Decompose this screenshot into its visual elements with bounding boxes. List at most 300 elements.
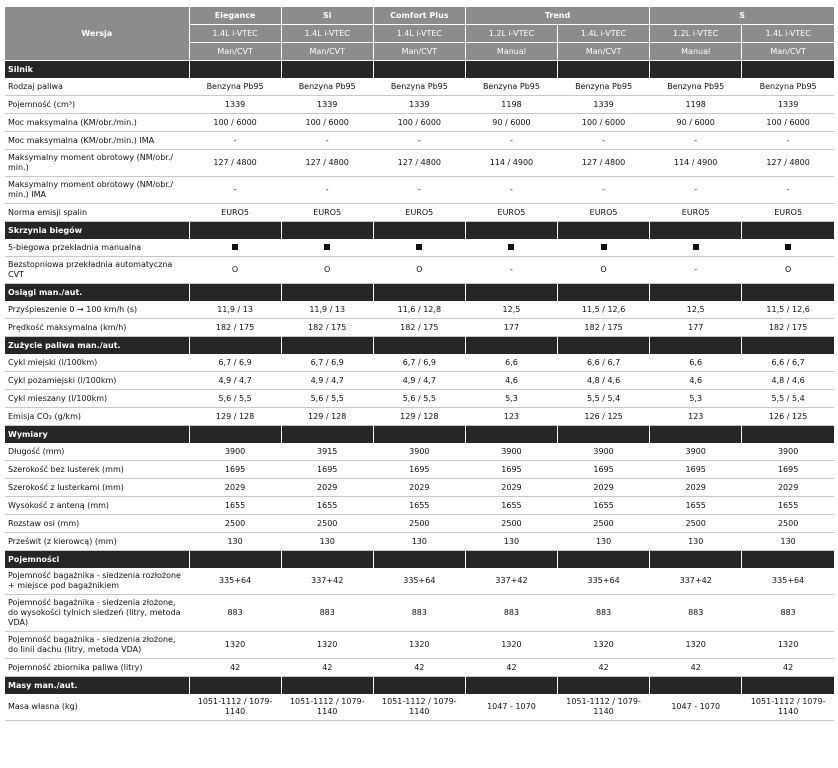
row-label: Prędkość maksymalna (km/h) bbox=[5, 319, 189, 337]
row-value: 1339 bbox=[742, 96, 834, 114]
section-fill bbox=[465, 337, 557, 355]
table-body bbox=[5, 61, 834, 721]
gearbox-header: Man/CVT bbox=[373, 43, 465, 61]
row-value: 129 / 128 bbox=[373, 408, 465, 426]
row-value: 1655 bbox=[650, 497, 742, 515]
gearbox-header: Man/CVT bbox=[742, 43, 834, 61]
row-value: EURO5 bbox=[373, 204, 465, 222]
row-label: Cykl mieszany (l/100km) bbox=[5, 390, 189, 408]
section-fill bbox=[189, 61, 281, 79]
row-value: 130 bbox=[465, 533, 557, 551]
row-value: 129 / 128 bbox=[189, 408, 281, 426]
section-title: Masy man./aut. bbox=[5, 677, 189, 695]
section-fill bbox=[281, 337, 373, 355]
row-value: 100 / 6000 bbox=[189, 114, 281, 132]
table-row bbox=[5, 659, 834, 677]
row-value: 337+42 bbox=[281, 568, 373, 595]
row-value: 2500 bbox=[281, 515, 373, 533]
row-label: Długość (mm) bbox=[5, 443, 189, 461]
row-label: Moc maksymalna (KM/obr./min.) IMA bbox=[5, 132, 189, 150]
model-header: S bbox=[650, 7, 834, 25]
row-value: 5,6 / 5,5 bbox=[281, 390, 373, 408]
section-fill bbox=[373, 337, 465, 355]
table-row bbox=[5, 595, 834, 632]
row-value: 337+42 bbox=[650, 568, 742, 595]
table-row bbox=[5, 497, 834, 515]
row-value: - bbox=[189, 177, 281, 204]
section-fill bbox=[373, 284, 465, 302]
row-label: Pojemność bagażnika - siedzenia złożone, do wysokości tylnich siedzeń (litry, metoda VDA) bbox=[5, 595, 189, 632]
row-value: 883 bbox=[281, 595, 373, 632]
row-value: 12,5 bbox=[465, 301, 557, 319]
row-value: - bbox=[742, 132, 834, 150]
row-value: 1320 bbox=[373, 632, 465, 659]
section-fill bbox=[742, 337, 834, 355]
filled-square-icon bbox=[416, 244, 422, 250]
section-fill bbox=[465, 284, 557, 302]
table-row bbox=[5, 132, 834, 150]
row-value: - bbox=[465, 257, 557, 284]
section-fill bbox=[650, 426, 742, 444]
table-row bbox=[5, 239, 834, 257]
gearbox-header: Man/CVT bbox=[558, 43, 650, 61]
row-value: 100 / 6000 bbox=[742, 114, 834, 132]
row-value: 335+64 bbox=[189, 568, 281, 595]
section-title: Silnik bbox=[5, 61, 189, 79]
row-label: Rodzaj paliwa bbox=[5, 78, 189, 96]
row-value: 1655 bbox=[558, 497, 650, 515]
row-value: 100 / 6000 bbox=[281, 114, 373, 132]
row-value: - bbox=[465, 132, 557, 150]
row-value: 1051-1112 / 1079-1140 bbox=[189, 694, 281, 721]
row-value: 2029 bbox=[465, 479, 557, 497]
row-label: 5-biegowa przekładnia manualna bbox=[5, 239, 189, 257]
engine-header: 1.4L i-VTEC bbox=[558, 25, 650, 43]
row-value: 2500 bbox=[465, 515, 557, 533]
row-value: 130 bbox=[281, 533, 373, 551]
row-value: 883 bbox=[465, 595, 557, 632]
row-value: 1655 bbox=[281, 497, 373, 515]
row-value: - bbox=[373, 132, 465, 150]
row-value: 4,9 / 4,7 bbox=[189, 372, 281, 390]
row-value: - bbox=[742, 177, 834, 204]
gearbox-header: Manual bbox=[465, 43, 557, 61]
table-row bbox=[5, 96, 834, 114]
row-value: 4,6 bbox=[465, 372, 557, 390]
section-fill bbox=[558, 337, 650, 355]
row-value: 883 bbox=[742, 595, 834, 632]
row-label: Moc maksymalna (KM/obr./min.) bbox=[5, 114, 189, 132]
row-value: 6,6 / 6,7 bbox=[558, 354, 650, 372]
row-value: 2500 bbox=[742, 515, 834, 533]
section-fill bbox=[373, 551, 465, 569]
row-value: 6,6 / 6,7 bbox=[742, 354, 834, 372]
row-value: 11,9 / 13 bbox=[189, 301, 281, 319]
section-header bbox=[5, 284, 834, 302]
row-value: 1047 - 1070 bbox=[650, 694, 742, 721]
row-value: Benzyna Pb95 bbox=[465, 78, 557, 96]
row-value: Benzyna Pb95 bbox=[281, 78, 373, 96]
row-label: Cykl pozamiejski (l/100km) bbox=[5, 372, 189, 390]
table-row bbox=[5, 390, 834, 408]
section-fill bbox=[742, 677, 834, 695]
row-value: 6,7 / 6,9 bbox=[373, 354, 465, 372]
filled-square-icon bbox=[785, 244, 791, 250]
row-value: Benzyna Pb95 bbox=[558, 78, 650, 96]
section-fill bbox=[465, 222, 557, 240]
row-value: O bbox=[742, 257, 834, 284]
section-title: Zużycie paliwa man./aut. bbox=[5, 337, 189, 355]
row-value: 5,3 bbox=[465, 390, 557, 408]
row-value: 1051-1112 / 1079-1140 bbox=[742, 694, 834, 721]
row-value: 1695 bbox=[465, 461, 557, 479]
row-value: - bbox=[650, 132, 742, 150]
row-label: Wysokość z anteną (mm) bbox=[5, 497, 189, 515]
row-value bbox=[558, 239, 650, 257]
row-value: 11,5 / 12,6 bbox=[558, 301, 650, 319]
section-header bbox=[5, 61, 834, 79]
table-header bbox=[5, 7, 834, 61]
row-value: Benzyna Pb95 bbox=[189, 78, 281, 96]
row-value: 11,9 / 13 bbox=[281, 301, 373, 319]
row-value: 883 bbox=[373, 595, 465, 632]
row-value: - bbox=[281, 177, 373, 204]
row-value: 1695 bbox=[281, 461, 373, 479]
section-fill bbox=[742, 61, 834, 79]
row-value: 1655 bbox=[373, 497, 465, 515]
row-value: - bbox=[281, 132, 373, 150]
row-value: 1320 bbox=[465, 632, 557, 659]
wersja-header: Wersja bbox=[5, 7, 189, 61]
table-row bbox=[5, 319, 834, 337]
section-fill bbox=[189, 677, 281, 695]
table-row bbox=[5, 301, 834, 319]
row-value: 114 / 4900 bbox=[465, 150, 557, 177]
row-value: 335+64 bbox=[558, 568, 650, 595]
row-value: EURO5 bbox=[558, 204, 650, 222]
row-value: 127 / 4800 bbox=[189, 150, 281, 177]
row-value: 2500 bbox=[558, 515, 650, 533]
row-value bbox=[281, 239, 373, 257]
section-fill bbox=[189, 284, 281, 302]
row-value: 335+64 bbox=[742, 568, 834, 595]
model-header: Trend bbox=[465, 7, 649, 25]
row-value: 5,3 bbox=[650, 390, 742, 408]
filled-square-icon bbox=[232, 244, 238, 250]
section-fill bbox=[650, 284, 742, 302]
row-value: 6,7 / 6,9 bbox=[189, 354, 281, 372]
table-row bbox=[5, 694, 834, 721]
row-value: 130 bbox=[650, 533, 742, 551]
row-value: 130 bbox=[558, 533, 650, 551]
row-value: 90 / 6000 bbox=[465, 114, 557, 132]
section-fill bbox=[742, 426, 834, 444]
gearbox-header: Manual bbox=[650, 43, 742, 61]
row-label: Prześwit (z kierowcą) (mm) bbox=[5, 533, 189, 551]
section-fill bbox=[650, 222, 742, 240]
row-value: 1695 bbox=[373, 461, 465, 479]
row-value: 129 / 128 bbox=[281, 408, 373, 426]
row-value: 42 bbox=[558, 659, 650, 677]
row-value: 114 / 4900 bbox=[650, 150, 742, 177]
row-value: 6,7 / 6,9 bbox=[281, 354, 373, 372]
row-value: 126 / 125 bbox=[558, 408, 650, 426]
row-value: - bbox=[650, 177, 742, 204]
row-value: 130 bbox=[742, 533, 834, 551]
row-value: 182 / 175 bbox=[742, 319, 834, 337]
row-value: 3900 bbox=[742, 443, 834, 461]
section-fill bbox=[558, 426, 650, 444]
section-fill bbox=[281, 284, 373, 302]
model-header: Si bbox=[281, 7, 373, 25]
filled-square-icon bbox=[693, 244, 699, 250]
section-fill bbox=[189, 426, 281, 444]
row-label: Cykl miejski (l/100km) bbox=[5, 354, 189, 372]
engine-header: 1.2L i-VTEC bbox=[465, 25, 557, 43]
row-value: 100 / 6000 bbox=[558, 114, 650, 132]
table-row bbox=[5, 177, 834, 204]
row-value: 11,6 / 12,8 bbox=[373, 301, 465, 319]
row-value: 4,9 / 4,7 bbox=[281, 372, 373, 390]
row-label: Bezstopniowa przekładnia automatyczna CVT bbox=[5, 257, 189, 284]
section-fill bbox=[465, 61, 557, 79]
row-value: 42 bbox=[189, 659, 281, 677]
row-value: 3915 bbox=[281, 443, 373, 461]
filled-square-icon bbox=[324, 244, 330, 250]
model-header: Comfort Plus bbox=[373, 7, 465, 25]
row-value: 1198 bbox=[650, 96, 742, 114]
section-title: Wymiary bbox=[5, 426, 189, 444]
row-value: 883 bbox=[558, 595, 650, 632]
row-value bbox=[373, 239, 465, 257]
row-label: Masa własna (kg) bbox=[5, 694, 189, 721]
row-value: 127 / 4800 bbox=[373, 150, 465, 177]
row-value: 1320 bbox=[281, 632, 373, 659]
row-value: 100 / 6000 bbox=[373, 114, 465, 132]
section-fill bbox=[281, 222, 373, 240]
section-fill bbox=[281, 61, 373, 79]
row-value: 126 / 125 bbox=[742, 408, 834, 426]
table-row bbox=[5, 204, 834, 222]
row-value: 2500 bbox=[189, 515, 281, 533]
table-row bbox=[5, 443, 834, 461]
row-value: 1339 bbox=[373, 96, 465, 114]
engine-header: 1.2L i-VTEC bbox=[650, 25, 742, 43]
table-row bbox=[5, 114, 834, 132]
row-value: 4,8 / 4,6 bbox=[558, 372, 650, 390]
row-value: 4,8 / 4,6 bbox=[742, 372, 834, 390]
row-value: 2500 bbox=[373, 515, 465, 533]
header-row-models bbox=[5, 7, 834, 25]
row-value: EURO5 bbox=[281, 204, 373, 222]
row-value: 3900 bbox=[465, 443, 557, 461]
row-value: 1655 bbox=[189, 497, 281, 515]
section-fill bbox=[650, 337, 742, 355]
section-fill bbox=[742, 551, 834, 569]
row-value: 1320 bbox=[650, 632, 742, 659]
row-value bbox=[189, 239, 281, 257]
row-label: Szerokość bez lusterek (mm) bbox=[5, 461, 189, 479]
row-value: Benzyna Pb95 bbox=[373, 78, 465, 96]
row-label: Norma emisji spalin bbox=[5, 204, 189, 222]
row-value: 1320 bbox=[742, 632, 834, 659]
row-value: 127 / 4800 bbox=[742, 150, 834, 177]
table-row bbox=[5, 78, 834, 96]
row-label: Szerokość z lusterkami (mm) bbox=[5, 479, 189, 497]
section-fill bbox=[465, 677, 557, 695]
table-row bbox=[5, 150, 834, 177]
row-value: 42 bbox=[742, 659, 834, 677]
row-value: 337+42 bbox=[465, 568, 557, 595]
row-value: 177 bbox=[465, 319, 557, 337]
row-value: 42 bbox=[281, 659, 373, 677]
row-value: 90 / 6000 bbox=[650, 114, 742, 132]
row-value: 1339 bbox=[558, 96, 650, 114]
engine-header: 1.4L i-VTEC bbox=[742, 25, 834, 43]
section-fill bbox=[650, 677, 742, 695]
section-fill bbox=[465, 426, 557, 444]
row-value: 1695 bbox=[650, 461, 742, 479]
row-value: 1339 bbox=[281, 96, 373, 114]
row-label: Pojemność (cm³) bbox=[5, 96, 189, 114]
row-label: Rozstaw osi (mm) bbox=[5, 515, 189, 533]
section-fill bbox=[189, 222, 281, 240]
spec-table bbox=[5, 7, 834, 721]
section-fill bbox=[373, 677, 465, 695]
row-value: 3900 bbox=[189, 443, 281, 461]
section-fill bbox=[558, 551, 650, 569]
row-value: 1655 bbox=[742, 497, 834, 515]
row-value: - bbox=[189, 132, 281, 150]
row-value: 335+64 bbox=[373, 568, 465, 595]
table-row bbox=[5, 408, 834, 426]
row-value: 883 bbox=[189, 595, 281, 632]
engine-header: 1.4L i-VTEC bbox=[281, 25, 373, 43]
section-header bbox=[5, 677, 834, 695]
row-value: 3900 bbox=[558, 443, 650, 461]
row-value: EURO5 bbox=[650, 204, 742, 222]
row-value: 2500 bbox=[650, 515, 742, 533]
row-label: Pojemność bagażnika - siedzenia rozłożone + miejsce pod bagażnikiem bbox=[5, 568, 189, 595]
row-value: 1320 bbox=[189, 632, 281, 659]
row-value: 2029 bbox=[373, 479, 465, 497]
row-value: 11,5 / 12,6 bbox=[742, 301, 834, 319]
section-header bbox=[5, 337, 834, 355]
section-fill bbox=[742, 284, 834, 302]
section-header bbox=[5, 426, 834, 444]
row-value: 1655 bbox=[465, 497, 557, 515]
row-value: 883 bbox=[650, 595, 742, 632]
section-fill bbox=[281, 551, 373, 569]
row-value: 5,6 / 5,5 bbox=[189, 390, 281, 408]
section-fill bbox=[558, 677, 650, 695]
row-value: 2029 bbox=[189, 479, 281, 497]
row-value: 1339 bbox=[189, 96, 281, 114]
row-value: 5,5 / 5,4 bbox=[742, 390, 834, 408]
table-row bbox=[5, 257, 834, 284]
table-row bbox=[5, 479, 834, 497]
section-fill bbox=[558, 222, 650, 240]
row-value: 3900 bbox=[373, 443, 465, 461]
row-value: 3900 bbox=[650, 443, 742, 461]
section-title: Pojemności bbox=[5, 551, 189, 569]
row-value: 130 bbox=[373, 533, 465, 551]
row-value: 130 bbox=[189, 533, 281, 551]
model-header: Elegance bbox=[189, 7, 281, 25]
row-value: 5,5 / 5,4 bbox=[558, 390, 650, 408]
filled-square-icon bbox=[508, 244, 514, 250]
row-value: O bbox=[373, 257, 465, 284]
row-value: - bbox=[558, 177, 650, 204]
table-row bbox=[5, 533, 834, 551]
row-value: - bbox=[465, 177, 557, 204]
row-value: 127 / 4800 bbox=[281, 150, 373, 177]
table-row bbox=[5, 372, 834, 390]
section-header bbox=[5, 551, 834, 569]
gearbox-header: Man/CVT bbox=[281, 43, 373, 61]
row-label: Maksymalny moment obrotowy (NM/obr./ min.) bbox=[5, 150, 189, 177]
row-value: 127 / 4800 bbox=[558, 150, 650, 177]
section-fill bbox=[189, 551, 281, 569]
section-fill bbox=[373, 222, 465, 240]
row-value: - bbox=[373, 177, 465, 204]
row-value: 12,5 bbox=[650, 301, 742, 319]
row-value: EURO5 bbox=[189, 204, 281, 222]
row-value: O bbox=[281, 257, 373, 284]
row-value: 182 / 175 bbox=[281, 319, 373, 337]
gearbox-header: Man/CVT bbox=[189, 43, 281, 61]
row-value: 42 bbox=[465, 659, 557, 677]
section-title: Osiągi man./aut. bbox=[5, 284, 189, 302]
row-value: 2029 bbox=[281, 479, 373, 497]
row-value: 1051-1112 / 1079-1140 bbox=[281, 694, 373, 721]
section-fill bbox=[742, 222, 834, 240]
row-value: 42 bbox=[650, 659, 742, 677]
row-value: 1695 bbox=[189, 461, 281, 479]
row-value bbox=[465, 239, 557, 257]
row-label: Przyśpieszenie 0 → 100 km/h (s) bbox=[5, 301, 189, 319]
row-value bbox=[650, 239, 742, 257]
row-value: 182 / 175 bbox=[558, 319, 650, 337]
row-value: 177 bbox=[650, 319, 742, 337]
row-value: 1047 - 1070 bbox=[465, 694, 557, 721]
row-value: EURO5 bbox=[742, 204, 834, 222]
section-fill bbox=[650, 551, 742, 569]
engine-header: 1.4L i-VTEC bbox=[189, 25, 281, 43]
row-value: 182 / 175 bbox=[373, 319, 465, 337]
section-fill bbox=[650, 61, 742, 79]
section-fill bbox=[373, 61, 465, 79]
row-value: 1051-1112 / 1079-1140 bbox=[558, 694, 650, 721]
section-fill bbox=[281, 426, 373, 444]
row-label: Pojemność zbiornika paliwa (litry) bbox=[5, 659, 189, 677]
row-value: 1695 bbox=[558, 461, 650, 479]
row-value: 5,6 / 5,5 bbox=[373, 390, 465, 408]
row-value: 1051-1112 / 1079-1140 bbox=[373, 694, 465, 721]
section-title: Skrzynia biegów bbox=[5, 222, 189, 240]
row-value: 123 bbox=[650, 408, 742, 426]
row-value: 1320 bbox=[558, 632, 650, 659]
table-row bbox=[5, 632, 834, 659]
engine-header: 1.4L i-VTEC bbox=[373, 25, 465, 43]
row-value: - bbox=[650, 257, 742, 284]
section-fill bbox=[558, 284, 650, 302]
row-value: 1198 bbox=[465, 96, 557, 114]
row-value: 6,6 bbox=[650, 354, 742, 372]
section-header bbox=[5, 222, 834, 240]
row-value: 2029 bbox=[650, 479, 742, 497]
row-value: 6,6 bbox=[465, 354, 557, 372]
